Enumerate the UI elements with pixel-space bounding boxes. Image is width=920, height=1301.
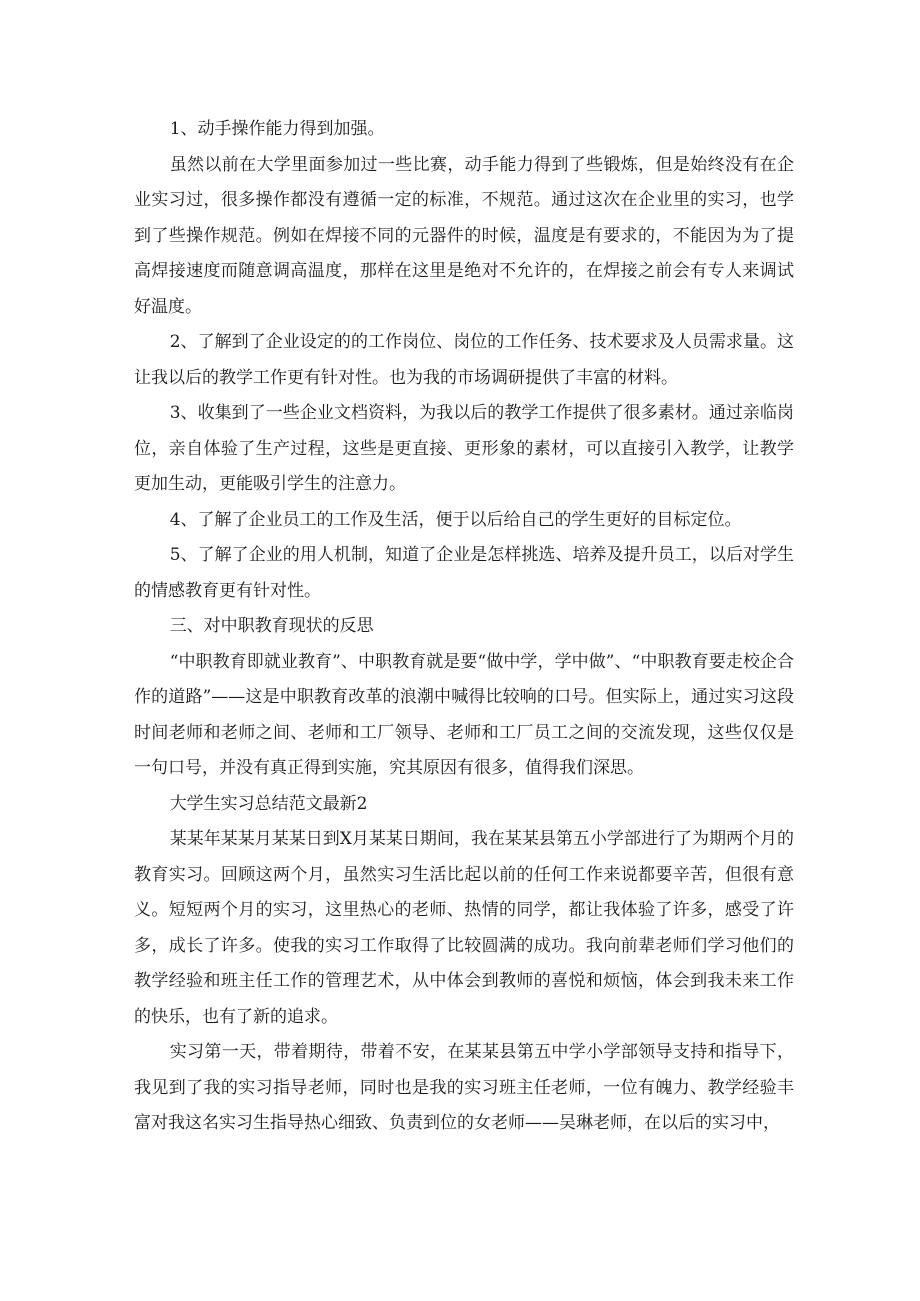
paragraph-point-4: 4、了解了企业员工的工作及生活，便于以后给自己的学生更好的目标定位。 xyxy=(169,509,742,530)
section-heading-reflection: 三、对中职教育现状的反思 xyxy=(169,616,374,636)
paragraph-point-2: 2、了解到了企业设定的的工作岗位、岗位的工作任务、技术要求及人员需求量。这让我以后的教学工作更有针对性。也为我的市场调研提供了丰富的材料。 xyxy=(134,332,794,388)
paragraph-point-3: 3、收集到了一些企业文档资料，为我以后的教学工作提供了很多素材。通过亲临岗位，亲自体验了生产过程，这些是更直接、更形象的素材，可以直接引入教学，让教学更加生动，更能吸引学生的注意力。 xyxy=(134,403,794,494)
document-body xyxy=(134,112,794,1142)
article-title-2: 大学生实习总结范文最新2 xyxy=(169,793,368,814)
paragraph-point-1-detail: 虽然以前在大学里面参加过一些比赛，动手能力得到了些锻炼，但是始终没有在企业实习过，很多操作都没有遵循一定的标准，不规范。通过这次在企业里的实习，也学到了些操作规范。例如在焊接不同的元器件的时候，温度是有要求的，不能因为为了提高焊接速度而随意调高温度，那样在这里是绝对不允许的，在焊接之前会有专人来调试好温度。 xyxy=(134,154,794,317)
paragraph-point-1: 1、动手操作能力得到加强。 xyxy=(169,119,385,139)
paragraph-internship-intro: 某某年某某月某某日到X月某某日期间，我在某某县第五小学部进行了为期两个月的教育实习。回顾这两个月，虽然实习生活比起以前的任何工作来说都要辛苦，但很有意义。短短两个月的实习，这里热心的老师、热情的同学，都让我体验了许多，感受了许多，成长了许多。使我的实习工作取得了比较圆满的成功。我向前辈老师们学习他们的教学经验和班主任工作的管理艺术，从中体会到教师的喜悦和烦恼，体会到我未来工作的快乐，也有了新的追求。 xyxy=(134,829,794,1027)
paragraph-reflection: “中职教育即就业教育”、中职教育就是要“做中学，学中做”、“中职教育要走校企合作的道路”——这是中职教育改革的浪潮中喊得比较响的口号。但实际上，通过实习这段时间老师和老师之间、老师和工厂领导、老师和工厂员工之间的交流发现，这些仅仅是一句口号，并没有真正得到实施，究其原因有很多，值得我们深思。 xyxy=(134,651,794,778)
paragraph-first-day: 实习第一天，带着期待，带着不安，在某某县第五中学小学部领导支持和指导下，我见到了我的实习指导老师，同时也是我的实习班主任老师，一位有魄力、教学经验丰富对我这名实习生指导热心细致、负责到位的女老师——吴琳老师，在以后的实习中， xyxy=(134,1042,794,1133)
paragraph-point-5: 5、了解了企业的用人机制，知道了企业是怎样挑选、培养及提升员工，以后对学生的情感教育更有针对性。 xyxy=(134,545,794,601)
